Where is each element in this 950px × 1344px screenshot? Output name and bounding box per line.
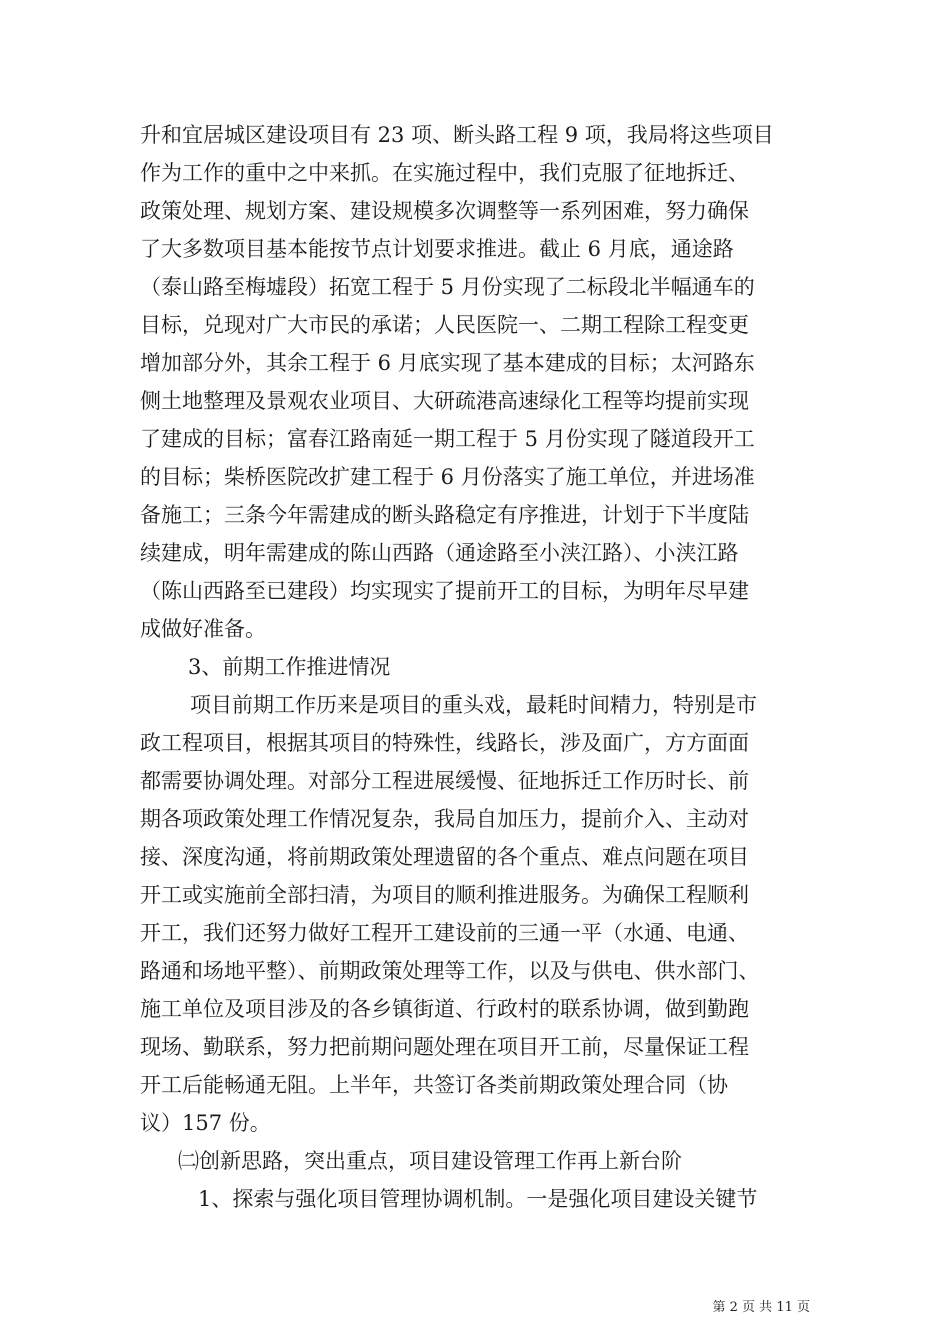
body-line: 施工单位及项目涉及的各乡镇街道、行政村的联系协调，做到勤跑 [140,997,749,1021]
body-line: 目标，兑现对广大市民的承诺；人民医院一、二期工程除工程变更 [140,313,749,337]
body-line: 1、探索与强化项目管理协调机制。一是强化项目建设关键节 [198,1187,758,1211]
body-line: 侧土地整理及景观农业项目、大研疏港高速绿化工程等均提前实现 [140,389,749,413]
body-line: 接、深度沟通，将前期政策处理遗留的各个重点、难点问题在项目 [140,845,749,869]
body-line: 项目前期工作历来是项目的重头戏，最耗时间精力，特别是市 [190,693,757,717]
body-line: 路通和场地平整）、前期政策处理等工作，以及与供电、供水部门、 [140,959,760,983]
body-line: 成做好准备。 [140,617,266,641]
body-line: 了建成的目标；富春江路南延一期工程于 5 月份实现了隧道段开工 [140,427,755,451]
body-line: 备施工；三条今年需建成的断头路稳定有序推进，计划于下半度陆 [140,503,749,527]
body-line: 了大多数项目基本能按节点计划要求推进。截止 6 月底，通途路 [140,237,734,261]
body-line: 期各项政策处理工作情况复杂，我局自加压力，提前介入、主动对 [140,807,749,831]
body-line: 都需要协调处理。对部分工程进展缓慢、征地拆迁工作历时长、前 [140,769,749,793]
page-number: 第 2 页 共 11 页 [712,1300,810,1315]
body-line: 议）157 份。 [140,1111,271,1135]
body-line: 政工程项目，根据其项目的特殊性，线路长，涉及面广，方方面面 [140,731,749,755]
body-line: 的目标；柴桥医院改扩建工程于 6 月份落实了施工单位，并进场准 [140,465,755,489]
section-heading: 3、前期工作推进情况 [188,655,391,679]
body-line: 升和宜居城区建设项目有 23 项、断头路工程 9 项，我局将这些项目 [140,123,774,147]
body-line: 现场、勤联系，努力把前期问题处理在项目开工前，尽量保证工程 [140,1035,749,1059]
body-line: 续建成，明年需建成的陈山西路（通途路至小浃江路）、小浃江路 [140,541,739,565]
body-line: 开工，我们还努力做好工程开工建设前的三通一平（水通、电通、 [140,921,749,945]
body-line: 增加部分外，其余工程于 6 月底实现了基本建成的目标；太河路东 [140,351,755,375]
body-line: 开工后能畅通无阻。上半年，共签订各类前期政策处理合同（协 [140,1073,728,1097]
body-line: （陈山西路至已建段）均实现实了提前开工的目标，为明年尽早建 [140,579,749,603]
body-line: 开工或实施前全部扫清，为项目的顺利推进服务。为确保工程顺利 [140,883,749,907]
body-line: 作为工作的重中之中来抓。在实施过程中，我们克服了征地拆迁、 [140,161,749,185]
body-line: 政策处理、规划方案、建设规模多次调整等一系列困难，努力确保 [140,199,749,223]
section-heading: ㈡创新思路，突出重点，项目建设管理工作再上新台阶 [178,1149,682,1173]
body-line: （泰山路至梅墟段）拓宽工程于 5 月份实现了二标段北半幅通车的 [140,275,755,299]
